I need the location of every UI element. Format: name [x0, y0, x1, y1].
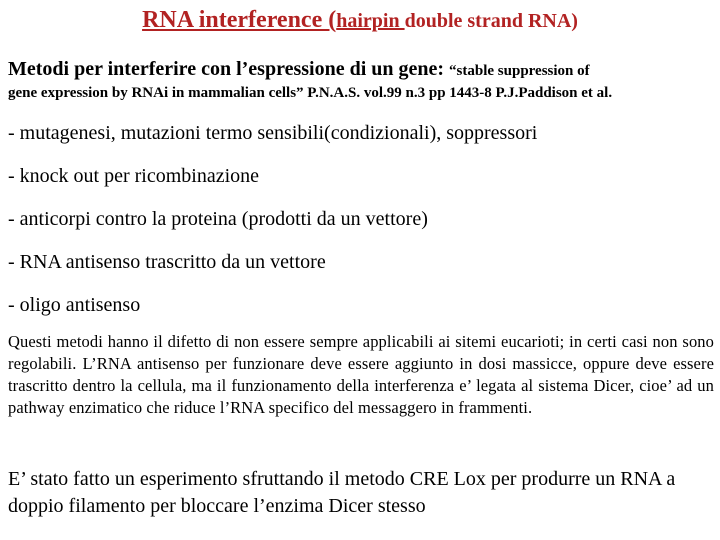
reference-line-1	[8, 58, 716, 82]
bullet-item: - oligo antisenso	[8, 294, 141, 316]
slide-title	[0, 6, 720, 35]
reference-citation-start: “stable suppression of	[449, 63, 590, 79]
experiment-paragraph: E’ stato fatto un esperimento sfruttando il metodo CRE Lox per produrre un RNA a doppio filamento per bloccare l’enzima Dicer stesso	[8, 468, 676, 517]
bullet-item: - knock out per ricombinazione	[8, 165, 260, 187]
title-main: RNA interference (	[142, 7, 337, 33]
bullet-item: - anticorpi contro la proteina (prodotti da un vettore)	[8, 208, 428, 230]
bullet-item: - mutagenesi, mutazioni termo sensibili(condizionali), soppressori	[8, 122, 538, 144]
title-hairpin: hairpin	[336, 10, 405, 32]
reference-line-2: gene expression by RNAi in mammalian cells” P.N.A.S. vol.99 n.3 pp 1443-8 P.J.Paddison et al.	[8, 85, 613, 101]
title-double-strand: double strand RNA)	[404, 10, 578, 32]
explanation-paragraph: Questi metodi hanno il difetto di non essere sempre applicabili ai sitemi eucarioti; in certi casi non sono regolabili. L’RNA antisenso per funzionare deve essere aggiunto in dosi massicce, oppure deve essere trascritto dentro la cellula, ma il funzionamento della interferenza e’ legata al sistema Dicer, cioe’ ad un pathway enzimatico che riduce l’RNA specifico del messaggero in frammenti.	[8, 332, 714, 417]
reference-lead: Metodi per interferire con l’espressione di un gene:	[8, 58, 450, 80]
bullet-item: - RNA antisenso trascritto da un vettore	[8, 251, 326, 273]
